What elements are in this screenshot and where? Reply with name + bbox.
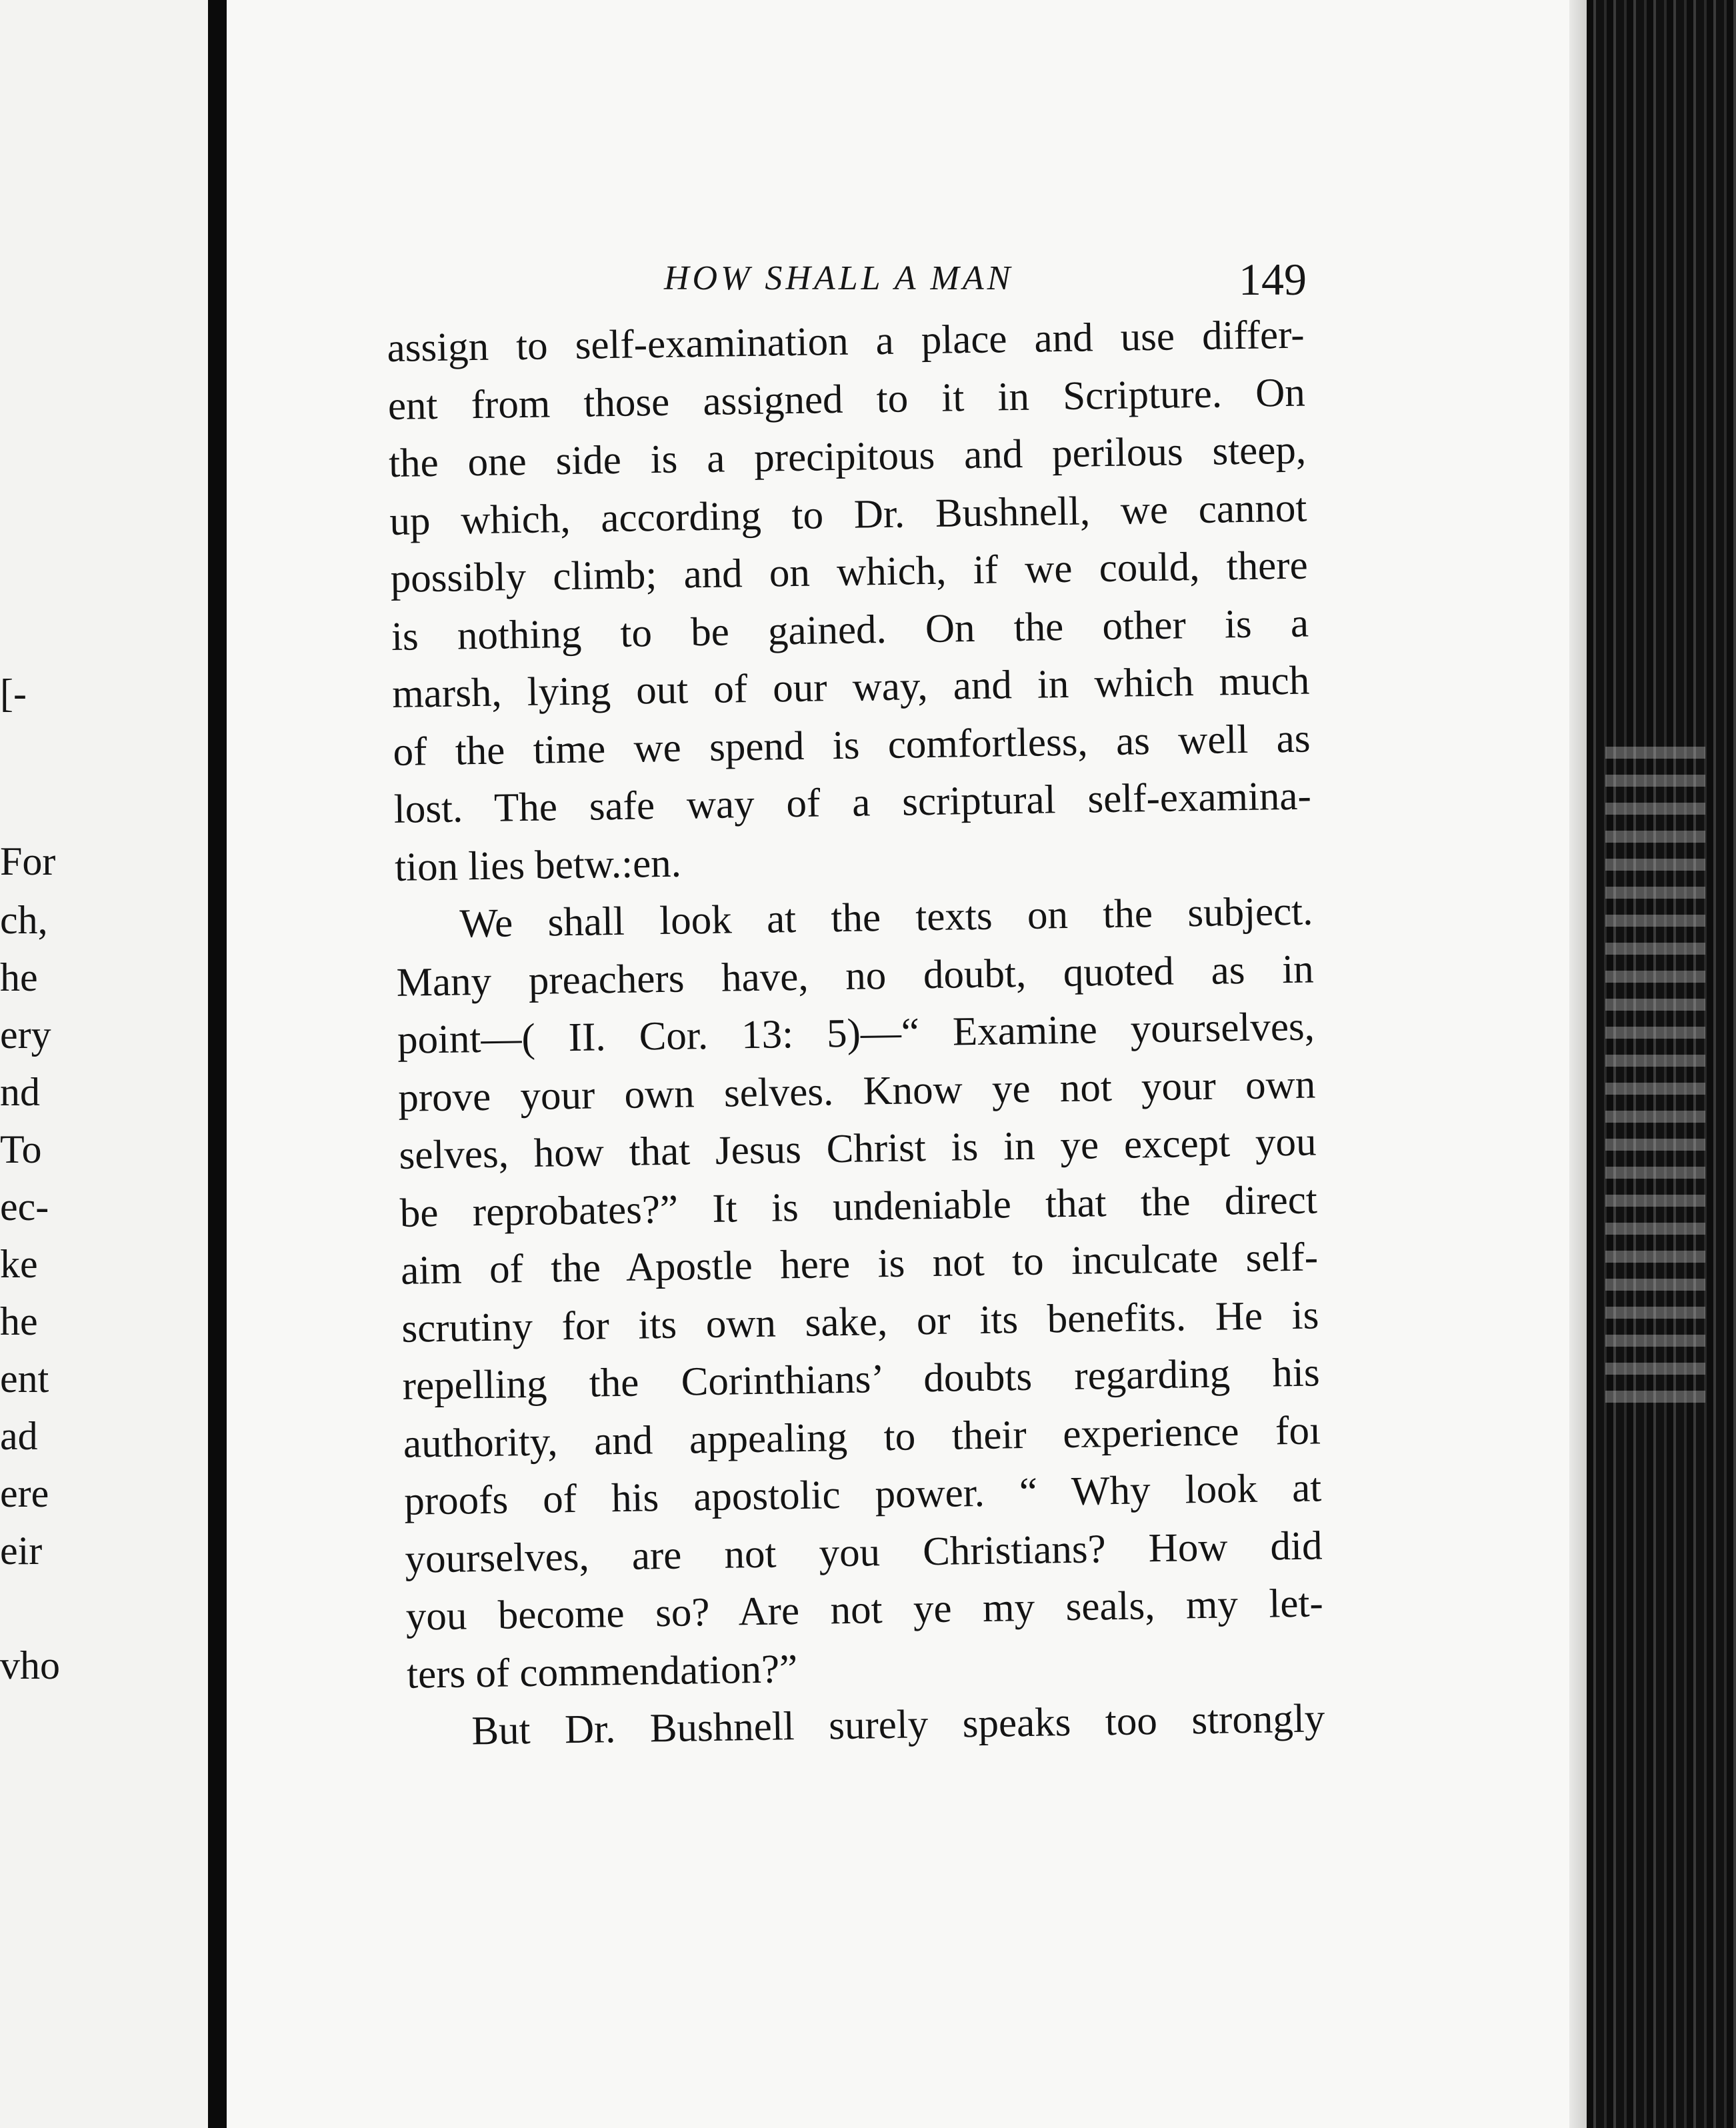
facing-page-fragment: ch, bbox=[0, 898, 48, 942]
text-line: you become so? Are not ye my seals, my let- bbox=[405, 1581, 1324, 1639]
facing-page-fragment: he bbox=[0, 955, 38, 999]
text-line: up which, according to Dr. Bushnell, we cannot bbox=[389, 485, 1307, 544]
text-line: is nothing to be gained. On the other is a bbox=[391, 601, 1309, 659]
text-line: tion lies betw.:en. bbox=[394, 841, 682, 890]
facing-page-fragment: nd bbox=[0, 1070, 40, 1114]
text-line: lost. The safe way of a scriptural self-examina- bbox=[393, 773, 1312, 832]
text-line: proofs of his apostolic power. “ Why look at bbox=[403, 1465, 1322, 1524]
facing-page-fragment: To bbox=[0, 1127, 42, 1171]
facing-page-fragment: ere bbox=[0, 1471, 49, 1515]
text-line: aim of the Apostle here is not to inculcate self- bbox=[400, 1235, 1319, 1293]
facing-page-fragment: ec- bbox=[0, 1185, 49, 1229]
facing-page-fragment: vho bbox=[0, 1643, 60, 1687]
facing-page-fragment: eir bbox=[0, 1529, 43, 1573]
text-line: marsh, lying out of our way, and in which much bbox=[391, 658, 1310, 717]
book-fore-edge bbox=[1587, 0, 1736, 2128]
facing-page-fragment: ad bbox=[0, 1414, 38, 1458]
running-head: HOW SHALL A MAN bbox=[664, 259, 1014, 297]
facing-page-fragment: [- bbox=[0, 671, 27, 715]
text-line: point—( II. Cor. 13: 5)—“ Examine yourselves, bbox=[397, 1004, 1315, 1063]
text-line: scrutiny for its own sake, or its benefits. He is bbox=[401, 1292, 1319, 1351]
facing-page-fragment: ery bbox=[0, 1013, 51, 1057]
text-line: possibly climb; and on which, if we could, there bbox=[390, 543, 1309, 601]
text-line: ent from those assigned to it in Scripture. On bbox=[387, 370, 1306, 429]
text-line: selves, how that Jesus Christ is in ye except you bbox=[399, 1119, 1317, 1178]
page-number: 149 bbox=[1239, 254, 1307, 305]
text-line: of the time we spend is comfortless, as well as bbox=[393, 716, 1311, 775]
paragraph-1 bbox=[387, 307, 1313, 897]
text-line: We shall look at the texts on the subject. bbox=[459, 889, 1313, 947]
text-line: repelling the Corinthians’ doubts regarding his bbox=[402, 1350, 1321, 1409]
text-line: ters of commendation?” bbox=[406, 1646, 798, 1697]
text-line: authority, and appealing to their experience foı bbox=[403, 1407, 1321, 1467]
book-gutter bbox=[208, 0, 227, 2128]
text-line: But Dr. Bushnell surely speaks too strongly bbox=[471, 1696, 1325, 1754]
text-line: the one side is a precipitous and perilous steep, bbox=[388, 427, 1307, 486]
facing-page-fragment: For bbox=[0, 839, 56, 883]
text-line: yourselves, are not you Christians? How did bbox=[405, 1523, 1323, 1582]
facing-page-left bbox=[0, 0, 208, 2128]
facing-page-fragment: ke bbox=[0, 1242, 38, 1286]
text-line: Many preachers have, no doubt, quoted as in bbox=[396, 946, 1315, 1005]
facing-page-fragments bbox=[0, 0, 208, 2128]
paragraph-2 bbox=[395, 883, 1325, 1703]
facing-page-fragment: ent bbox=[0, 1357, 49, 1401]
facing-page-fragment: he bbox=[0, 1299, 38, 1343]
text-line: prove your own selves. Know ye not your own bbox=[397, 1061, 1316, 1121]
text-line: be reprobates?” It is undeniable that the direct bbox=[399, 1177, 1318, 1236]
edge-bleed-through bbox=[1605, 747, 1705, 1413]
page-body bbox=[387, 307, 1325, 1762]
text-line: assign to self-examination a place and use differ- bbox=[387, 312, 1305, 371]
